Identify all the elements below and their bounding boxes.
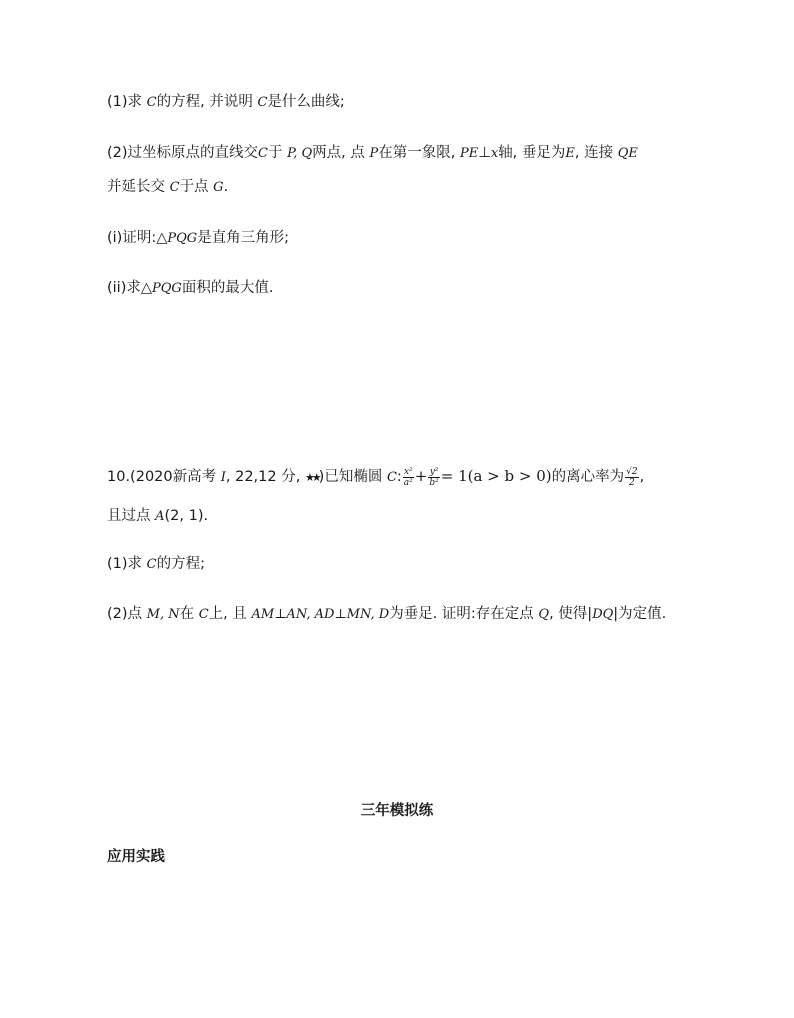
q10-part1: (1)求 C的方程; xyxy=(107,556,205,572)
q9-sub-ii: (ii)求△PQG面积的最大值. xyxy=(107,280,274,296)
section-subtitle: 应用实践 xyxy=(107,849,165,865)
q9-part2-line1: (2)过坐标原点的直线交C于 P, Q两点, 点 P在第一象限, PE⊥x轴, 垂足为E, 连接 QE xyxy=(107,145,638,161)
q9-part2-line2: 并延长交 C于点 G. xyxy=(107,179,229,195)
difficulty-stars: ★★ xyxy=(304,471,319,484)
fraction-y2-b2: $\frac{\text{y²}}{\text{b²}}$ xyxy=(429,466,439,488)
section-title: 三年模拟练 xyxy=(360,803,434,819)
q10-header-line2: 且过点 A(2, 1). xyxy=(107,508,209,524)
q9-sub-i: (i)证明:△PQG是直角三角形; xyxy=(107,230,290,246)
q9-part1: (1)求 C的方程, 并说明 C是什么曲线; xyxy=(107,94,345,110)
fraction-sqrt2-2: $\frac{√2}{2}$ xyxy=(626,466,638,488)
q10-part2: (2)点 M, N在 C上, 且 AM⊥AN, AD⊥MN, D为垂足. 证明:存在定点 Q, 使得|DQ|为定值. xyxy=(107,606,667,622)
fraction-x2-a2: $\frac{\text{x²}}{\text{a²}}$ xyxy=(403,466,413,488)
q10-header: 10.(2020新高考 I, 22,12 分, ★★)已知椭圆 C: $\frac{\text{x²}}{\text{a²}}$ + $\frac{\text{y²}}{\text{b²}}$ = 1(a > b > 0)的离心率为 $\frac{√2}{2}$ , xyxy=(107,466,645,488)
